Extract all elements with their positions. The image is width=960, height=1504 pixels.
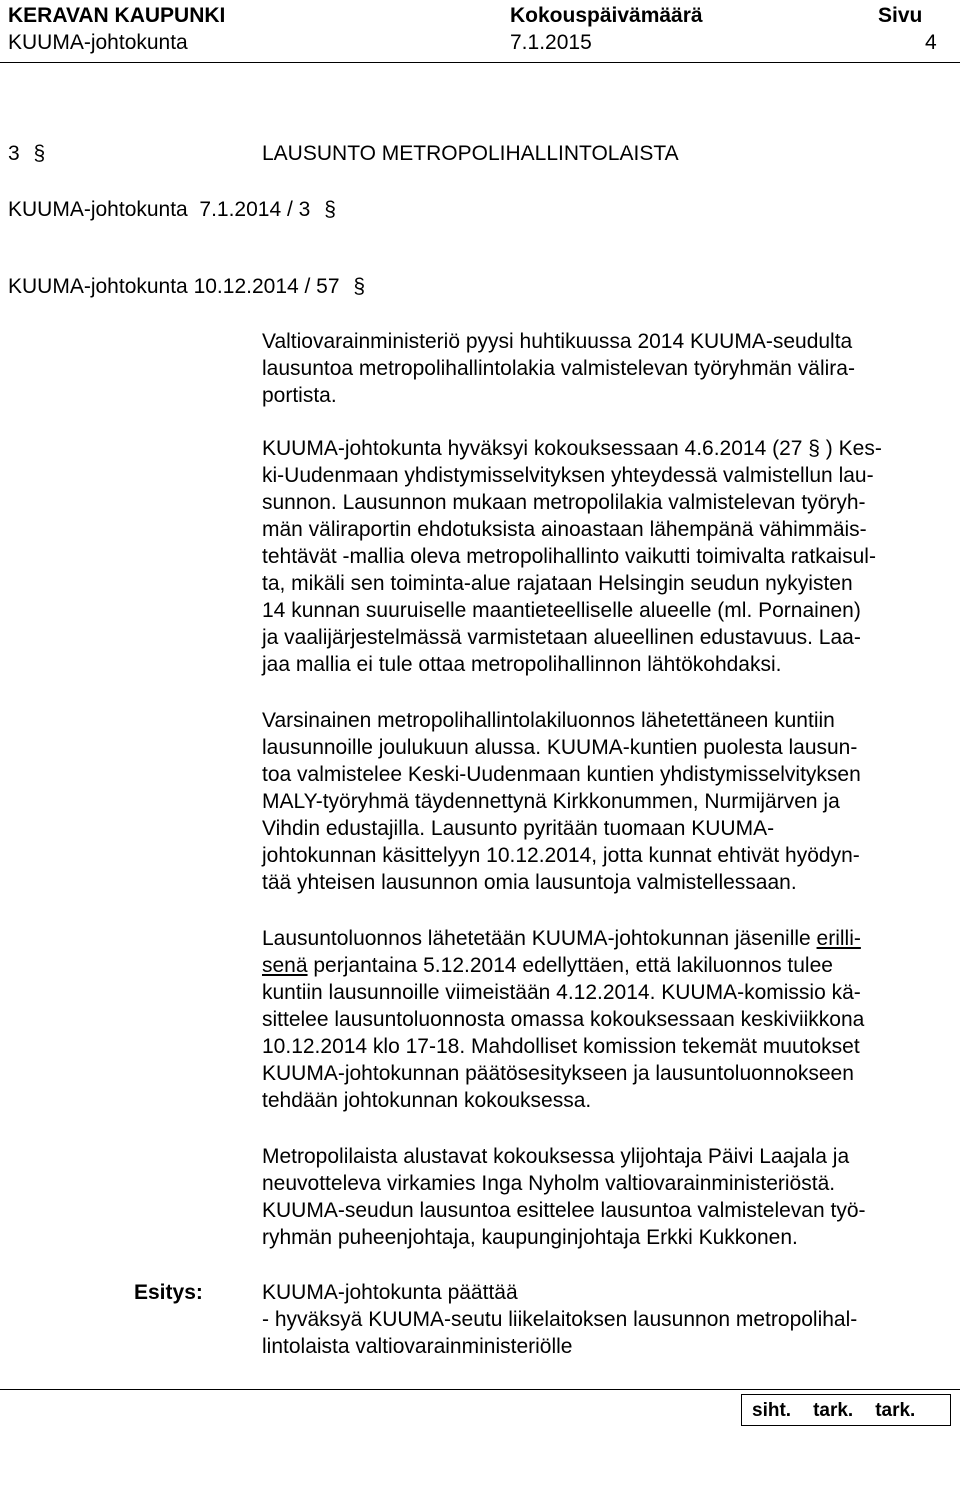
text-line: neuvotteleva virkamies Inga Nyholm valtiovarainministeriöstä. — [262, 1172, 836, 1195]
page-header — [0, 0, 960, 63]
page-label: Sivu — [878, 4, 923, 27]
signature-cell: tark. — [813, 1400, 854, 1421]
text-line: sunnon. Lausunnon mukaan metropolilakia valmistelevan työryh- — [262, 491, 866, 514]
paragraph-4 — [262, 925, 942, 1114]
paragraph-1 — [262, 328, 942, 409]
section-number-row — [8, 140, 45, 167]
signature-box — [741, 1394, 951, 1426]
body-name: KUUMA-johtokunta — [8, 31, 188, 54]
text-line — [262, 952, 942, 979]
text-line: KUUMA-johtokunta hyväksyi kokouksessaan 4.6.2014 (27 § ) Kes- — [262, 437, 882, 460]
text-line: johtokunnan käsittelyyn 10.12.2014, jotta kunnat ehtivät hyödyn- — [262, 844, 860, 867]
text-line — [262, 925, 942, 952]
signature-cell: tark. — [875, 1400, 916, 1421]
proposal-text — [262, 1279, 942, 1360]
text-line: Vihdin edustajilla. Lausunto pyritään tuomaan KUUMA- — [262, 817, 775, 840]
text-line: lausunnoille joulukuun alussa. KUUMA-kuntien puolesta lausun- — [262, 736, 858, 759]
section-title: LAUSUNTO METROPOLIHALLINTOLAISTA — [262, 142, 679, 165]
footer-divider — [0, 1389, 960, 1390]
text-line: 14 kunnan suuruiselle maantieteelliselle alueelle (ml. Pornainen) — [262, 599, 861, 622]
date-label: Kokouspäivämäärä — [510, 4, 703, 27]
reference-line — [8, 196, 336, 223]
underlined-word[interactable]: senä — [262, 954, 308, 977]
meeting-date: 7.1.2015 — [510, 31, 592, 54]
paragraph-3 — [262, 707, 942, 896]
text-line: MALY-työryhmä täydennettynä Kirkkonummen, Nurmijärven ja — [262, 790, 840, 813]
text-line: portista. — [262, 384, 337, 407]
text-line: ja vaalijärjestelmässä varmistetaan alueellinen edustavuus. Laa- — [262, 626, 861, 649]
text-line: - hyväksyä KUUMA-seutu liikelaitoksen lausunnon metropolihal- — [262, 1308, 858, 1331]
text-line: ta, mikäli sen toiminta-alue rajataan Helsingin seudun nykyisten — [262, 572, 853, 595]
reference-text: KUUMA-johtokunta 7.1.2014 / 3 — [8, 198, 311, 221]
text-line: ki-Uudenmaan yhdistymisselvityksen yhteydessä valmistellun lau- — [262, 464, 874, 487]
text-line: Valtiovarainministeriö pyysi huhtikuussa 2014 KUUMA-seudulta — [262, 330, 853, 353]
text-line: 10.12.2014 klo 17-18. Mahdolliset komission tekemät muutokset — [262, 1035, 860, 1058]
text-line: KUUMA-seudun lausuntoa esittelee lausuntoa valmistelevan työ- — [262, 1199, 866, 1222]
org-name: KERAVAN KAUPUNKI — [8, 4, 226, 27]
text-line: toa valmistelee Keski-Uudenmaan kuntien yhdistymisselvityksen — [262, 763, 861, 786]
text-line: Varsinainen metropolihallintolakiluonnos lähetettäneen kuntiin — [262, 709, 835, 732]
section-mark: § — [33, 142, 46, 165]
underlined-word[interactable]: erilli- — [816, 927, 861, 950]
reference-mark: § — [324, 198, 336, 221]
signature-cell: siht. — [752, 1400, 792, 1421]
text-line: tehdään johtokunnan kokouksessa. — [262, 1089, 592, 1112]
text-line: lintolaista valtiovarainministeriölle — [262, 1335, 573, 1358]
paragraph-2 — [262, 435, 942, 678]
text-line: tehtävät -mallia oleva metropolihallinto vaikutti toimivalta ratkaisul- — [262, 545, 876, 568]
text-line: KUUMA-johtokunnan päätösesitykseen ja lausuntoluonnokseen — [262, 1062, 854, 1085]
text-line: Metropolilaista alustavat kokouksessa ylijohtaja Päivi Laajala ja — [262, 1145, 850, 1168]
page-number: 4 — [925, 31, 937, 54]
text-line: lausuntoa metropolihallintolakia valmistelevan työryhmän välira- — [262, 357, 855, 380]
proposal-label: Esitys: — [134, 1281, 203, 1304]
text-line: KUUMA-johtokunta päättää — [262, 1281, 518, 1304]
text-span: Lausuntoluonnos lähetetään KUUMA-johtokunnan jäsenille — [262, 927, 817, 950]
text-line: sittelee lausuntoluonnosta omassa kokouksessaan keskiviikkona — [262, 1008, 865, 1031]
text-line: jaa mallia ei tule ottaa metropolihallinnon lähtökohdaksi. — [262, 653, 782, 676]
reference-text: KUUMA-johtokunta 10.12.2014 / 57 — [8, 275, 340, 298]
paragraph-5 — [262, 1143, 942, 1251]
text-line: ryhmän puheenjohtaja, kaupunginjohtaja Erkki Kukkonen. — [262, 1226, 798, 1249]
section-number: 3 — [8, 142, 20, 165]
text-line: tää yhteisen lausunnon omia lausuntoja valmistellessaan. — [262, 871, 797, 894]
reference-line — [8, 273, 365, 300]
reference-mark: § — [353, 275, 366, 298]
text-line: män väliraportin ehdotuksista ainoastaan lähempänä vähimmäis- — [262, 518, 867, 541]
text-line: kuntiin lausunnoille viimeistään 4.12.2014. KUUMA-komissio kä- — [262, 981, 861, 1004]
text-span: perjantaina 5.12.2014 edellyttäen, että lakiluonnos tulee — [307, 954, 833, 977]
